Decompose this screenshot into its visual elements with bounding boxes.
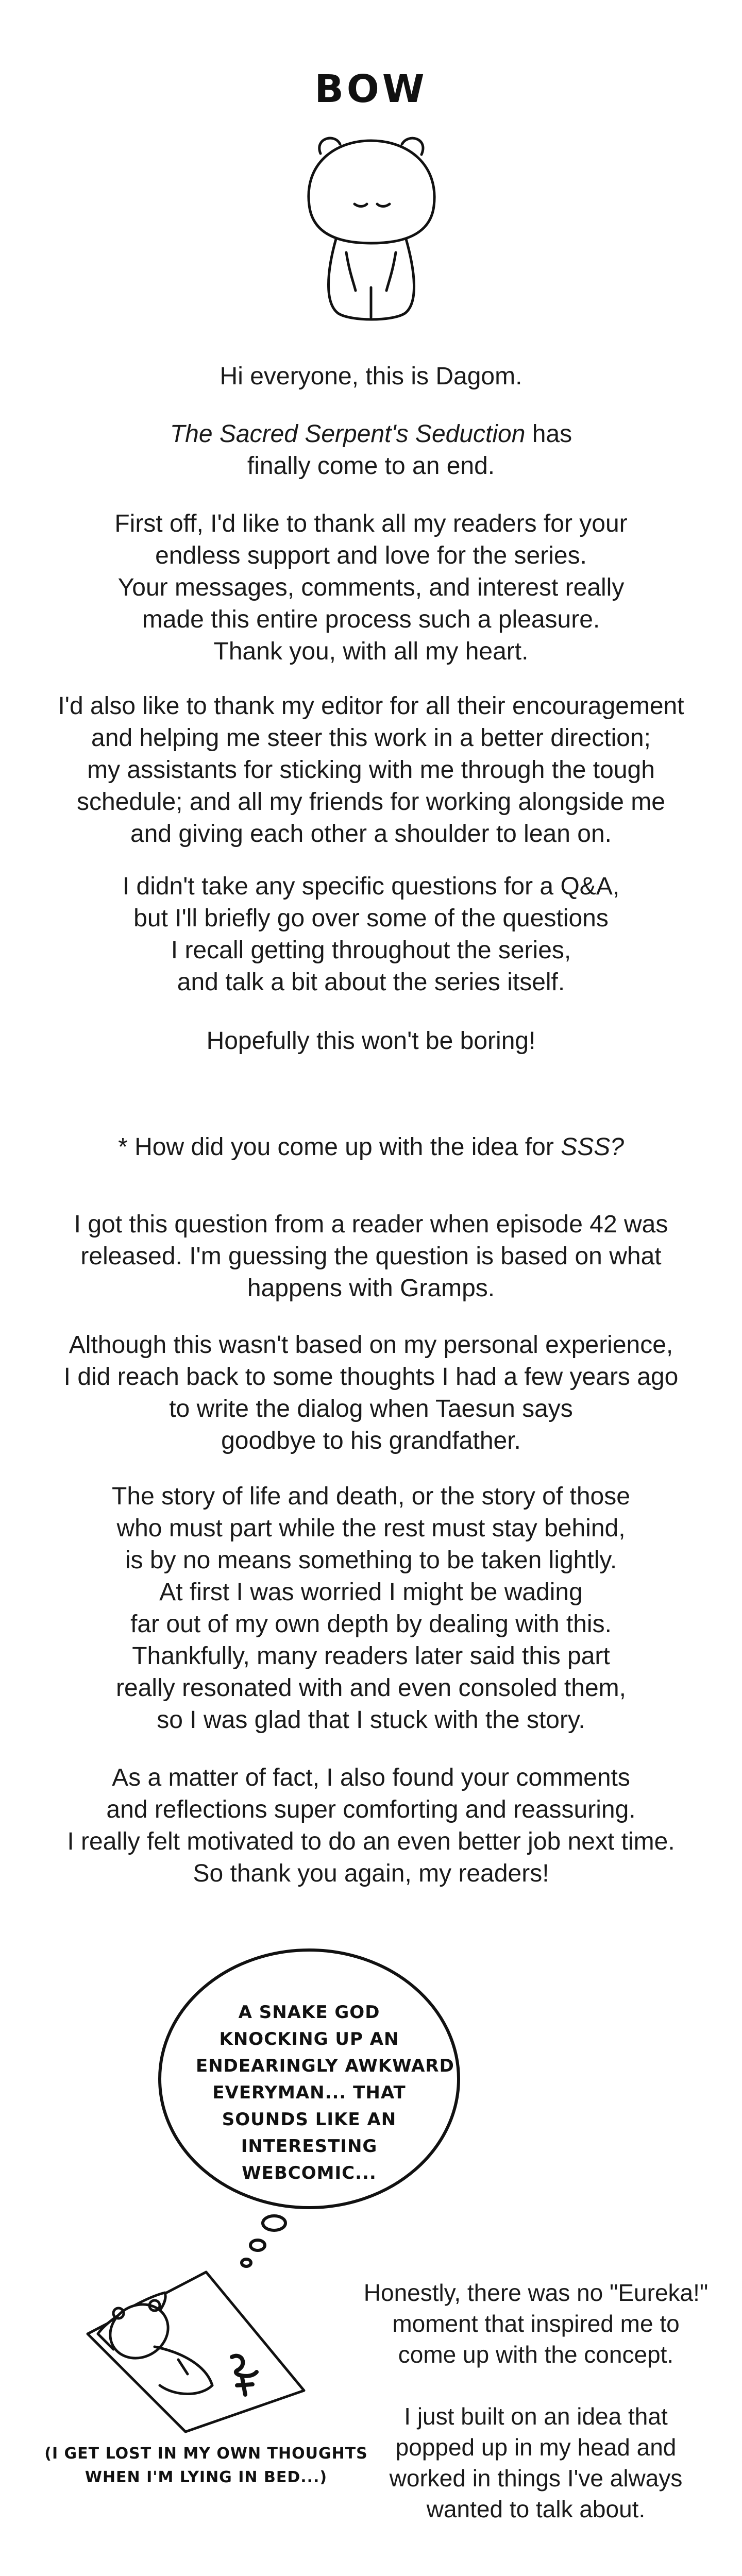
side-paragraph-1: Honestly, there was no "Eureka!" moment that inspired me to come up with the concept.: [363, 2279, 709, 2368]
bear-in-bed-illustration: [77, 2262, 325, 2437]
bow-title: BOW: [314, 67, 428, 111]
question-series-abbrev: SSS?: [561, 1133, 624, 1161]
side-paragraph-2: I just built on an idea that popped up in my head and worked in things I've always wanted to talk about.: [389, 2403, 683, 2522]
answer-paragraph-4: As a matter of fact, I also found your comments and reflections super comforting and reassuring. I really felt motivated to do an even better job next time. So thank you again, my readers!: [67, 1764, 675, 1887]
greeting-text: Hi everyone, this is Dagom.: [220, 363, 522, 390]
qa-intro-text: I didn't take any specific questions for a Q&A, but I'll briefly go over some of the questions I recall getting throughout the series, and talk a bit about the series itself.: [122, 873, 620, 996]
thought-bubble-text: A SNAKE GOD KNOCKING UP AN ENDEARINGLY AWKWARD EVERYMAN... THAT SOUNDS LIKE AN INTERESTING WEBCOMIC...: [196, 2002, 454, 2183]
series-ending-text: The Sacred Serpent's Seduction has finally come to an end.: [170, 420, 572, 480]
thanks-readers-text: First off, I'd like to thank all my readers for your endless support and love for the series. Your messages, comments, and interest really made this entire process such a pleasure. Thank you, with all my heart.: [114, 510, 628, 665]
answer-paragraph-1: I got this question from a reader when episode 42 was released. I'm guessing the question is based on what happens with Gramps.: [74, 1211, 668, 1302]
bowing-bear-illustration: [289, 117, 453, 329]
answer-paragraph-3: The story of life and death, or the story of those who must part while the rest must stay behind, is by no means something to be taken lightly. At first I was worried I might be wading far out of my own depth by dealing with this. Thankfully, many readers later said this part really resonated with and even consoled them, so I was glad that I stuck with the story.: [112, 1483, 630, 1734]
question-heading: * How did you come up with the idea for SSS?: [118, 1133, 624, 1161]
answer-paragraph-2: Although this wasn't based on my personal experience, I did reach back to some thoughts I had a few years ago to write the dialog when Taesun says goodbye to his grandfather.: [63, 1331, 679, 1454]
hope-text: Hopefully this won't be boring!: [206, 1027, 536, 1055]
bed-caption: (I GET LOST IN MY OWN THOUGHTS WHEN I'M LYING IN BED...): [44, 2445, 368, 2486]
thanks-editor-text: I'd also like to thank my editor for all their encouragement and helping me steer this work in a better direction; my assistants for sticking with me through the tough schedule; and all my friends for working alongside me and giving each other a shoulder to lean on.: [58, 692, 684, 848]
series-title: The Sacred Serpent's Seduction: [170, 420, 526, 448]
